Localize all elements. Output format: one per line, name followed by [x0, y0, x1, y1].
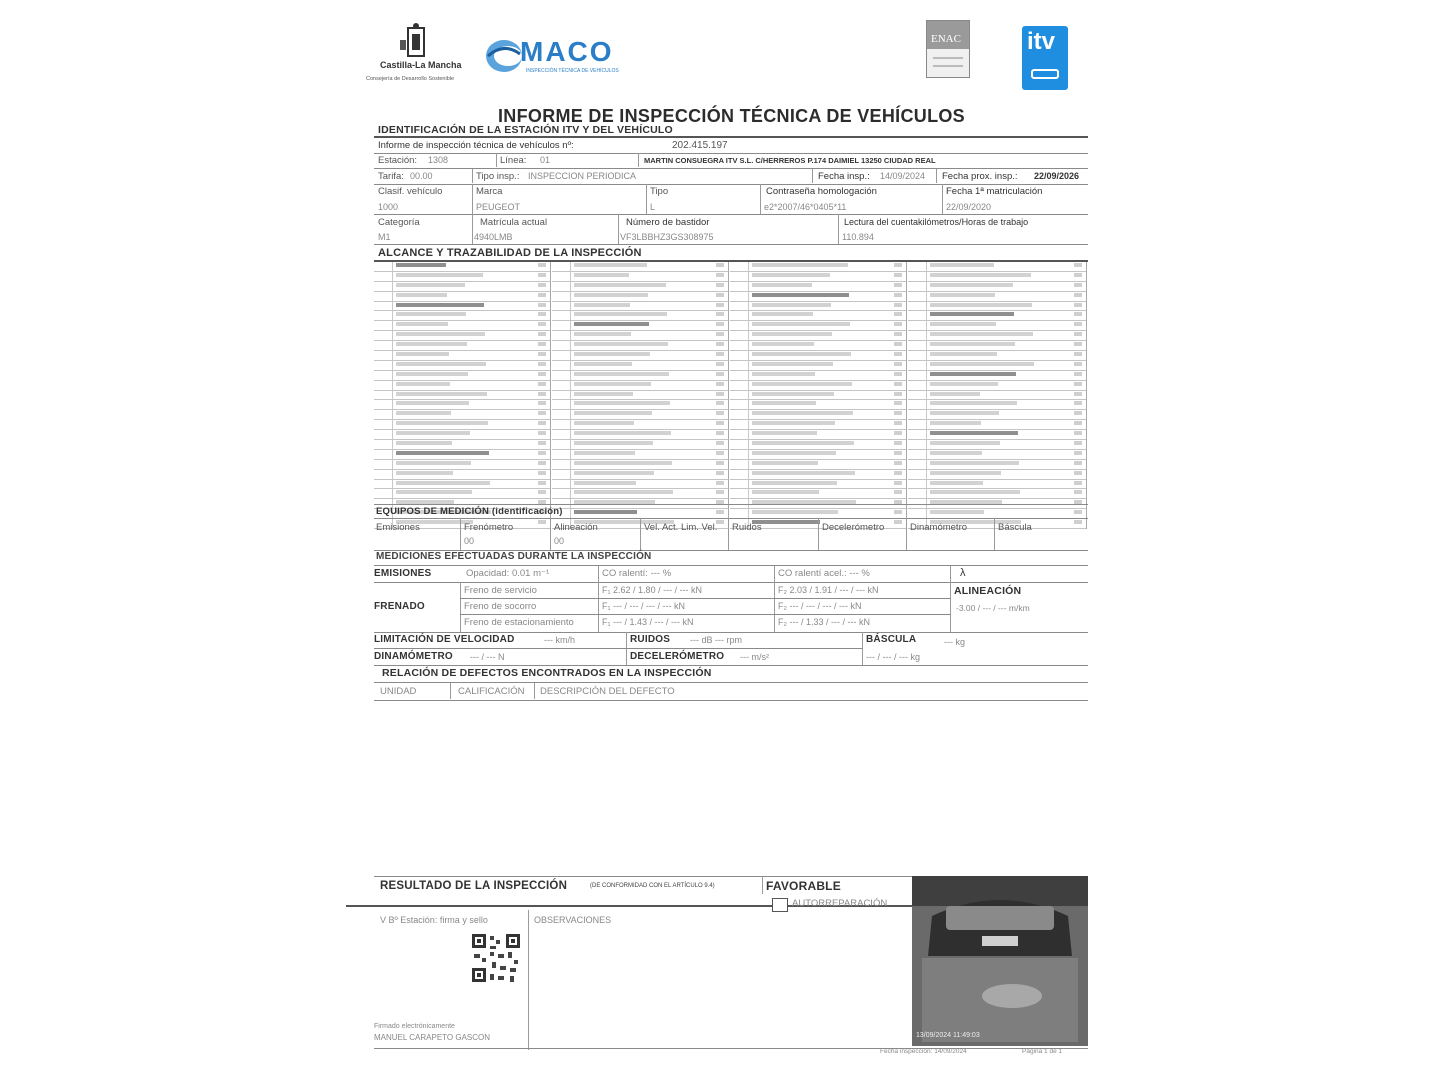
- divider: [812, 169, 813, 183]
- divider: [994, 518, 995, 550]
- scope-item-row: [552, 351, 728, 361]
- scope-item-row: [552, 489, 728, 499]
- divider: [460, 614, 950, 615]
- brand-label: Marca: [476, 186, 503, 197]
- vehicle-photo-icon: [912, 876, 1088, 1046]
- type-value: L: [650, 202, 656, 212]
- scope-item-row: [730, 311, 906, 321]
- scope-item-row: [730, 410, 906, 420]
- scope-item-row: [908, 262, 1086, 272]
- category-value: M1: [378, 232, 391, 242]
- line-value: 01: [540, 155, 551, 165]
- scope-item-row: [374, 311, 550, 321]
- scope-item-row: [552, 420, 728, 430]
- scope-item-row: [552, 371, 728, 381]
- scope-section-label: ALCANCE Y TRAZABILIDAD DE LA INSPECCIÓN: [378, 247, 642, 259]
- opacity-value: Opacidad: 0.01 m⁻¹: [466, 568, 550, 579]
- scope-item-row: [908, 282, 1086, 292]
- scope-item-row: [552, 391, 728, 401]
- divider: [638, 153, 639, 167]
- divider: [818, 518, 819, 550]
- decelerometer-value: --- m/s²: [740, 652, 769, 662]
- co-accel-value: CO ralentí acel.: --- %: [778, 568, 870, 579]
- scope-item-row: [908, 341, 1086, 351]
- scope-item-row: [730, 480, 906, 490]
- scope-item-row: [730, 489, 906, 499]
- scope-item-row: [908, 311, 1086, 321]
- divider: [374, 214, 1088, 215]
- scope-item-row: [908, 489, 1086, 499]
- enac-line-icon: [933, 65, 963, 67]
- scope-checklist-grid: [374, 262, 1088, 502]
- scope-item-row: [908, 400, 1086, 410]
- homologation-label: Contraseña homologación: [766, 186, 877, 197]
- scale-label: BÁSCULA: [866, 634, 917, 645]
- divider: [374, 184, 1088, 185]
- scope-item-row: [374, 470, 550, 480]
- scope-item-row: [730, 420, 906, 430]
- scope-item-row: [730, 351, 906, 361]
- co-idle-value: CO ralentí: --- %: [602, 568, 672, 579]
- equipment-dynamometer: Dinamómetro: [910, 522, 968, 533]
- inspection-date: 14/09/2024: [880, 171, 926, 181]
- scope-item-row: [730, 302, 906, 312]
- divider: [762, 876, 763, 894]
- scope-item-row: [908, 351, 1086, 361]
- inspection-report-document: [360, 10, 1100, 1070]
- classification-value: 1000: [378, 202, 399, 212]
- odometer-value: 110.894: [842, 232, 874, 242]
- inspection-date-label: Fecha insp.:: [818, 171, 870, 182]
- dynamometer-value: --- / --- N: [470, 652, 505, 662]
- defects-column-unit: UNIDAD: [380, 686, 417, 697]
- divider: [862, 632, 863, 666]
- lambda-value: λ: [960, 567, 966, 579]
- equipment-row: [374, 518, 1088, 550]
- scope-item-row: [908, 321, 1086, 331]
- defects-section-label: RELACIÓN DE DEFECTOS ENCONTRADOS EN LA INSPECCIÓN: [382, 667, 712, 679]
- maco-logo: [484, 34, 644, 84]
- equipment-speed-limiter: Vel. Act. Lim. Vel.: [644, 522, 718, 533]
- divider: [450, 683, 451, 699]
- footer-note: Firmado electrónicamente: [374, 1023, 455, 1030]
- service-brake-f1: F₁ 2.62 / 1.80 / --- / --- kN: [602, 585, 703, 595]
- scope-item-row: [374, 361, 550, 371]
- divider: [472, 169, 473, 183]
- station-label: Estación:: [378, 155, 418, 166]
- dynamometer-label: DINAMÓMETRO: [374, 651, 453, 662]
- maco-swirl-icon: [484, 36, 524, 76]
- divider: [760, 184, 761, 214]
- divider: [528, 910, 529, 1050]
- scope-item-row: [730, 391, 906, 401]
- scope-item-row: [552, 341, 728, 351]
- scope-item-row: [730, 371, 906, 381]
- equipment-alignment-value: 00: [554, 536, 565, 546]
- footer-date: Fecha inspección: 14/09/2024: [880, 1048, 967, 1055]
- divider: [460, 598, 950, 599]
- decelerometer-label: DECELERÓMETRO: [630, 651, 725, 662]
- divider: [950, 582, 951, 632]
- identification-section-label: IDENTIFICACIÓN DE LA ESTACIÓN ITV Y DEL VEHÍCULO: [378, 124, 673, 136]
- region-logo-subtitle: Consejería de Desarrollo Sostenible: [366, 76, 455, 82]
- scope-item-row: [730, 321, 906, 331]
- station-value: 1308: [428, 155, 449, 165]
- scope-item-row: [908, 440, 1086, 450]
- alignment-label: ALINEACIÓN: [954, 585, 1022, 597]
- divider: [640, 518, 641, 550]
- parking-brake-label: Freno de estacionamiento: [464, 617, 574, 628]
- first-registration-value: 22/09/2020: [946, 202, 992, 212]
- divider: [374, 665, 1088, 666]
- scope-item-row: [730, 470, 906, 480]
- scope-item-row: [730, 381, 906, 391]
- brand-value: PEUGEOT: [476, 202, 521, 212]
- emissions-label: EMISIONES: [374, 568, 432, 579]
- equipment-brake-tester-value: 00: [464, 536, 475, 546]
- photo-caption: 13/09/2024 11:49:03: [916, 1032, 980, 1039]
- noise-value: --- dB --- rpm: [690, 635, 742, 645]
- scope-item-row: [552, 302, 728, 312]
- speed-limit-value: --- km/h: [544, 635, 575, 645]
- scope-item-row: [908, 302, 1086, 312]
- divider: [936, 169, 937, 183]
- divider: [374, 582, 1088, 583]
- scope-item-row: [552, 450, 728, 460]
- inspection-type-label: Tipo insp.:: [476, 171, 520, 182]
- scope-item-row: [374, 341, 550, 351]
- chassis-value: VF3LBBHZ3GS308975: [620, 232, 714, 242]
- alignment-value: -3.00 / --- / --- m/km: [956, 603, 1030, 613]
- itv-logo-text: itv: [1027, 28, 1056, 55]
- scope-item-row: [730, 440, 906, 450]
- divider: [374, 153, 1088, 154]
- divider: [460, 582, 461, 632]
- service-brake-label: Freno de servicio: [464, 585, 537, 596]
- auto-repair-label: AUTORREPARACIÓN: [792, 898, 888, 909]
- secondary-brake-label: Freno de socorro: [464, 601, 537, 612]
- divider: [838, 214, 839, 244]
- divider: [374, 700, 1088, 701]
- scope-item-row: [374, 430, 550, 440]
- itv-logo: [1022, 26, 1068, 90]
- scope-item-row: [374, 400, 550, 410]
- divider: [598, 582, 599, 632]
- scope-item-row: [374, 262, 550, 272]
- scope-item-row: [730, 341, 906, 351]
- divider: [374, 648, 862, 649]
- scope-item-row: [552, 272, 728, 282]
- scope-item-row: [374, 381, 550, 391]
- scope-item-row: [908, 420, 1086, 430]
- scope-item-row: [552, 440, 728, 450]
- secondary-brake-f2: F₂ --- / --- / --- / --- kN: [778, 601, 862, 611]
- scope-item-row: [374, 460, 550, 470]
- scope-item-row: [552, 262, 728, 272]
- equipment-brake-tester: Frenómetro: [464, 522, 514, 533]
- scope-item-row: [552, 381, 728, 391]
- noise-label: RUIDOS: [630, 634, 671, 645]
- scope-item-row: [908, 361, 1086, 371]
- page-number: Página 1 de 1: [1022, 1048, 1063, 1055]
- vehicle-inspection-photo: [912, 876, 1088, 1046]
- scope-item-row: [730, 331, 906, 341]
- report-number: 202.415.197: [672, 140, 728, 151]
- rate-label: Tarifa:: [378, 171, 404, 182]
- scope-column: [730, 262, 907, 529]
- divider: [374, 632, 1088, 633]
- equipment-section-label: EQUIPOS DE MEDICIÓN (identificación): [376, 506, 563, 517]
- divider: [646, 184, 647, 214]
- divider: [472, 214, 473, 244]
- rate-value: 00.00: [410, 171, 433, 181]
- equipment-emissions: Emisiones: [376, 522, 420, 533]
- scope-item-row: [374, 331, 550, 341]
- scope-item-row: [730, 262, 906, 272]
- scope-item-row: [908, 480, 1086, 490]
- plate-label: Matrícula actual: [480, 217, 548, 228]
- divider: [472, 184, 473, 214]
- qr-code-icon: [470, 932, 522, 984]
- scope-item-row: [908, 460, 1086, 470]
- divider: [550, 518, 551, 550]
- divider: [774, 582, 775, 632]
- defects-column-description: DESCRIPCIÓN DEL DEFECTO: [540, 686, 675, 697]
- divider: [598, 566, 599, 582]
- scope-item-row: [552, 361, 728, 371]
- scope-item-row: [908, 410, 1086, 420]
- scope-item-row: [730, 460, 906, 470]
- equipment-decelerometer: Decelerómetro: [822, 522, 885, 533]
- scope-item-row: [552, 282, 728, 292]
- scope-item-row: [730, 272, 906, 282]
- enac-logo-text: ENAC: [931, 33, 961, 45]
- auto-repair-checkbox[interactable]: [772, 898, 788, 912]
- scope-item-row: [730, 282, 906, 292]
- scope-item-row: [908, 371, 1086, 381]
- scope-item-row: [552, 311, 728, 321]
- scope-item-row: [730, 400, 906, 410]
- station-address: MARTIN CONSUEGRA ITV S.L. C/HERREROS P.174 DAIMIEL 13250 CIUDAD REAL: [644, 156, 936, 165]
- scope-item-row: [908, 272, 1086, 282]
- maco-logo-subtitle: INSPECCIÓN TÉCNICA DE VEHÍCULOS: [526, 68, 619, 74]
- scope-item-row: [374, 420, 550, 430]
- service-brake-f2: F₂ 2.03 / 1.91 / --- / --- kN: [778, 585, 879, 595]
- footer-signer: MANUEL CARAPETO GASCON: [374, 1033, 491, 1042]
- signature-label: V Bº Estación: firma y sello: [380, 915, 488, 925]
- scope-item-row: [552, 400, 728, 410]
- document-title: INFORME DE INSPECCIÓN TÉCNICA DE VEHÍCULOS: [498, 106, 965, 126]
- scope-column: [908, 262, 1087, 529]
- scope-item-row: [552, 292, 728, 302]
- car-icon: [1030, 66, 1060, 80]
- line-label: Línea:: [500, 155, 527, 166]
- scope-item-row: [552, 331, 728, 341]
- scope-item-row: [374, 450, 550, 460]
- divider: [374, 168, 1088, 169]
- next-inspection-date: 22/09/2026: [1034, 171, 1080, 181]
- scope-item-row: [908, 292, 1086, 302]
- scale-value: --- kg: [944, 637, 965, 647]
- scope-item-row: [374, 282, 550, 292]
- equipment-alignment: Alineación: [554, 522, 598, 533]
- braking-label: FRENADO: [374, 601, 425, 612]
- divider: [374, 244, 1088, 245]
- divider: [942, 184, 943, 214]
- scope-item-row: [374, 440, 550, 450]
- scale-value-2: --- / --- / --- kg: [866, 652, 920, 662]
- qr-code-pattern-icon: [470, 932, 522, 984]
- scope-item-row: [374, 410, 550, 420]
- scope-item-row: [552, 321, 728, 331]
- scope-item-row: [374, 302, 550, 312]
- divider: [618, 214, 619, 244]
- scope-item-row: [730, 292, 906, 302]
- divider: [374, 504, 1088, 505]
- scope-item-row: [374, 272, 550, 282]
- scope-item-row: [552, 410, 728, 420]
- next-inspection-label: Fecha prox. insp.:: [942, 171, 1018, 182]
- scope-item-row: [908, 430, 1086, 440]
- region-logo: [362, 20, 472, 100]
- divider: [950, 566, 951, 582]
- divider: [534, 683, 535, 699]
- divider: [374, 1048, 1088, 1049]
- scope-item-row: [552, 460, 728, 470]
- scope-column: [374, 262, 551, 529]
- secondary-brake-f1: F₁ --- / --- / --- / --- kN: [602, 601, 686, 611]
- scope-item-row: [908, 391, 1086, 401]
- scope-item-row: [552, 470, 728, 480]
- scope-item-row: [730, 430, 906, 440]
- divider: [728, 518, 729, 550]
- defects-column-rating: CALIFICACIÓN: [458, 686, 525, 697]
- divider: [374, 136, 1088, 138]
- inspection-type: INSPECCION PERIODICA: [528, 171, 637, 181]
- scope-item-row: [908, 331, 1086, 341]
- plate-value: 4940LMB: [474, 232, 513, 242]
- scope-item-row: [374, 292, 550, 302]
- maco-logo-text: MACO: [520, 36, 614, 67]
- result-section-label: RESULTADO DE LA INSPECCIÓN: [380, 880, 568, 892]
- scope-item-row: [730, 361, 906, 371]
- first-registration-label: Fecha 1ª matriculación: [946, 186, 1043, 197]
- scope-item-row: [374, 321, 550, 331]
- divider: [496, 153, 497, 167]
- classification-label: Clasif. vehículo: [378, 186, 443, 197]
- homologation-value: e2*2007/46*0405*11: [764, 202, 847, 212]
- result-section-note: (DE CONFORMIDAD CON EL ARTÍCULO 9.4): [590, 883, 715, 889]
- report-number-label: Informe de inspección técnica de vehículos nº:: [378, 140, 574, 151]
- equipment-scale: Báscula: [998, 522, 1032, 533]
- scope-item-row: [374, 480, 550, 490]
- divider: [460, 518, 461, 550]
- measurements-section-label: MEDICIONES EFECTUADAS DURANTE LA INSPECCIÓN: [376, 551, 652, 562]
- divider: [374, 565, 1088, 566]
- divider: [774, 566, 775, 582]
- divider: [626, 632, 627, 666]
- scope-item-row: [374, 351, 550, 361]
- scope-item-row: [908, 470, 1086, 480]
- scope-item-row: [908, 450, 1086, 460]
- scope-column: [552, 262, 729, 529]
- parking-brake-f2: F₂ --- / 1.33 / --- / --- kN: [778, 617, 870, 627]
- divider: [374, 682, 1088, 683]
- scope-item-row: [730, 450, 906, 460]
- scope-item-row: [374, 489, 550, 499]
- scope-item-row: [374, 371, 550, 381]
- enac-logo: [926, 20, 970, 78]
- speed-limit-label: LIMITACIÓN DE VELOCIDAD: [374, 634, 515, 645]
- observations-label: OBSERVACIONES: [534, 915, 612, 925]
- odometer-label: Lectura del cuentakilómetros/Horas de trabajo: [844, 217, 1029, 227]
- region-logo-name: Castilla-La Mancha: [380, 60, 462, 70]
- category-label: Categoría: [378, 217, 420, 228]
- scope-item-row: [374, 391, 550, 401]
- scope-item-row: [552, 430, 728, 440]
- scope-item-row: [908, 381, 1086, 391]
- equipment-noise: Ruidos: [732, 522, 762, 533]
- enac-line-icon: [933, 57, 963, 59]
- chassis-label: Número de bastidor: [626, 217, 710, 228]
- result-value: FAVORABLE: [766, 879, 841, 893]
- type-label: Tipo: [650, 186, 669, 197]
- parking-brake-f1: F₁ --- / 1.43 / --- / --- kN: [602, 617, 694, 627]
- divider: [906, 518, 907, 550]
- scope-item-row: [552, 480, 728, 490]
